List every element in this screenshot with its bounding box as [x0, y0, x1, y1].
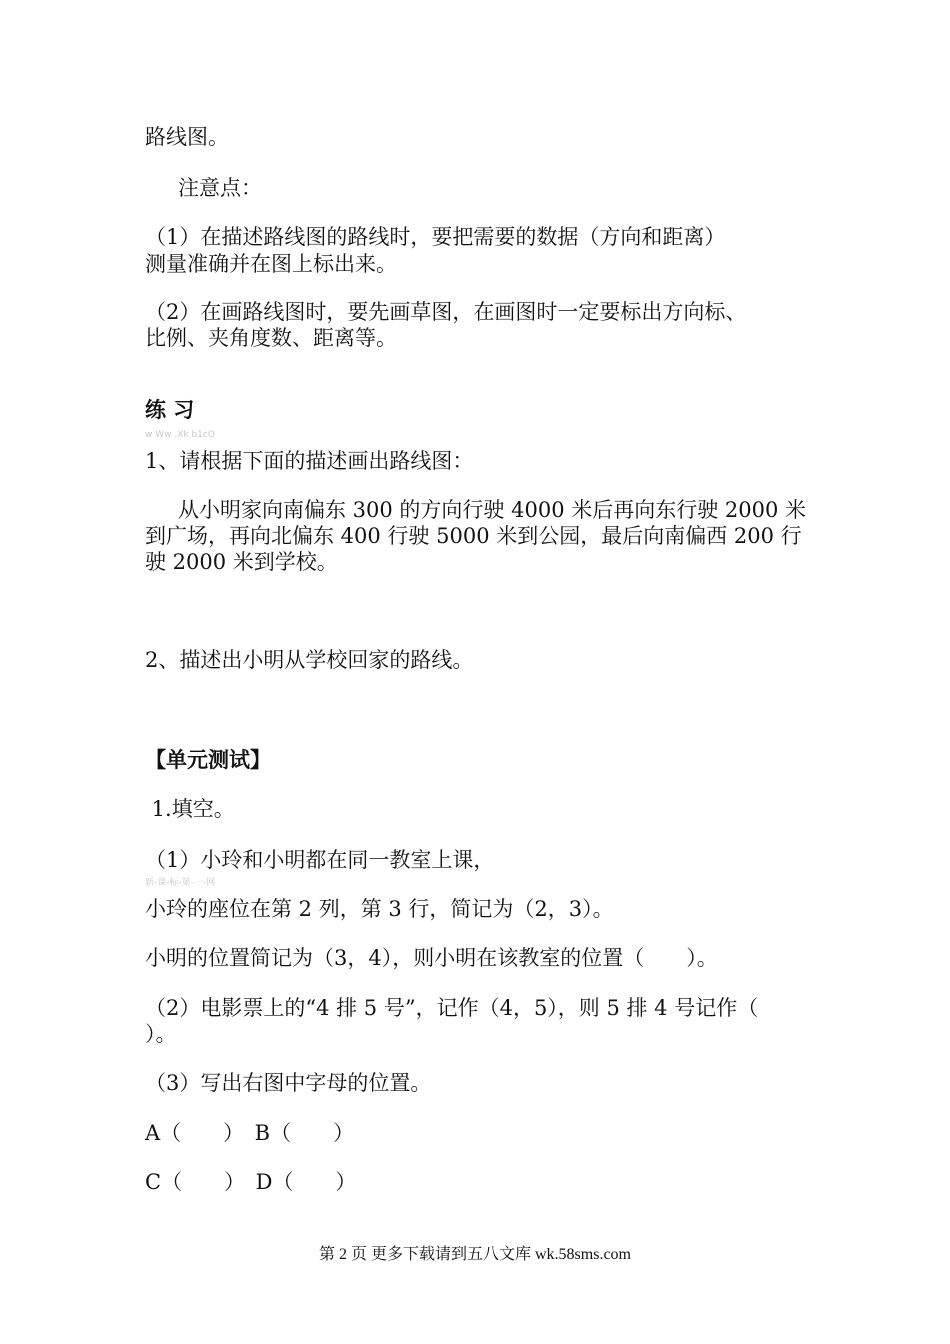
text-line: 到广场，再向北偏东 400 行驶 5000 米到公园，最后向南偏西 200 行 [145, 524, 802, 548]
page-footer: 第 2 页 更多下载请到五八文库 wk.58sms.com [318, 1246, 631, 1263]
text-line: ）。 [145, 1022, 177, 1046]
text-line: 比例、夹角度数、距离等。 [145, 326, 397, 350]
text-line: 1、请根据下面的描述画出路线图： [145, 449, 474, 473]
text-line: 1.填空。 [145, 797, 235, 821]
text-line: 驶 2000 米到学校。 [145, 550, 338, 574]
text-line: 路线图。 [145, 125, 229, 149]
text-line: 小玲的座位在第 2 列，第 3 行，简记为（2，3）。 [145, 897, 614, 921]
text-line: （2）电影票上的“4 排 5 号”，记作（4，5），则 5 排 4 号记作（ [145, 996, 759, 1020]
text-line: 测量准确并在图上标出来。 [145, 252, 397, 276]
text-line: （1）在描述路线图的路线时，要把需要的数据（方向和距离） [145, 225, 726, 249]
text-line: 注意点： [178, 176, 262, 200]
text-line: （3）写出右图中字母的位置。 [145, 1071, 432, 1095]
section-heading: 【单元测试】 [145, 747, 271, 772]
text-line: （2）在画路线图时，要先画草图，在画图时一定要标出方向标、 [145, 300, 747, 324]
watermark: w Ww .Xk b1cO [145, 430, 215, 440]
text-line: A（ ） B（ ） [145, 1121, 355, 1145]
text-line: C（ ） D（ ） [145, 1170, 357, 1194]
text-line: 小明的位置简记为（3，4），则小明在该教室的位置（ ）。 [145, 946, 718, 970]
watermark: 新-课-标-第-一-网 [145, 878, 216, 888]
text-line: 从小明家向南偏东 300 的方向行驶 4000 米后再向东行驶 2000 米 [178, 498, 807, 522]
text-line: 2、描述出小明从学校回家的路线。 [145, 648, 474, 672]
section-heading: 练 习 [145, 397, 195, 422]
text-line: （1）小玲和小明都在同一教室上课， [145, 848, 495, 872]
